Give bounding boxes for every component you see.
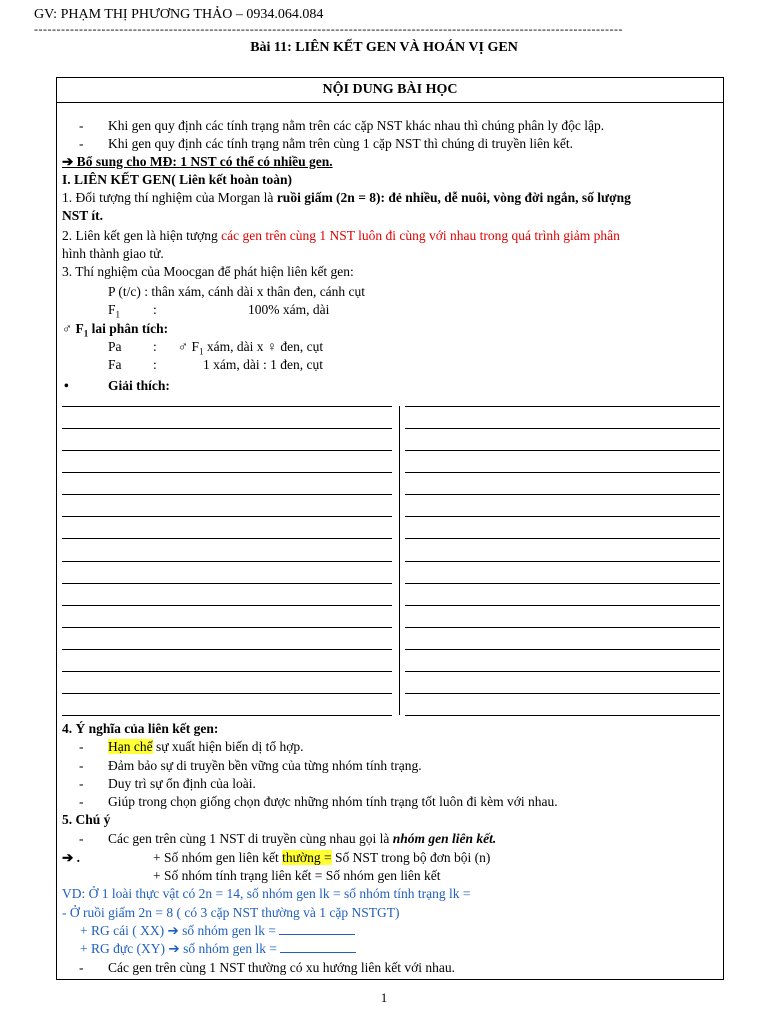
answer-line — [62, 671, 392, 672]
pa-sub: 1 — [199, 346, 204, 357]
answer-line — [62, 561, 392, 562]
fa-value: 1 xám, dài : 1 đen, cụt — [203, 357, 323, 372]
answer-line — [405, 561, 720, 562]
answer-line — [405, 715, 720, 716]
rule-1-highlight: thường = — [282, 850, 332, 865]
answer-line — [405, 538, 720, 539]
pa-label: Pa — [108, 339, 122, 354]
intro-item: Khi gen quy định các tính trạng nằm trên cùng 1 cặp NST thì chúng di truyền liên kết. — [108, 136, 574, 151]
page-number: 1 — [380, 990, 388, 1005]
rule-1-a: + Số nhóm gen liên kết — [153, 850, 283, 865]
answer-line — [405, 649, 720, 650]
arrow-marker: ➔ . — [62, 850, 81, 865]
answer-line — [405, 494, 720, 495]
dash-marker: - — [79, 960, 84, 975]
answer-line — [62, 406, 392, 407]
final-note: Các gen trên cùng 1 NST thường có xu hướng liên kết với nhau. — [108, 960, 455, 975]
male-fly-blank[interactable] — [280, 940, 356, 953]
answer-line — [62, 538, 392, 539]
pa-value-b: xám, dài x ♀ đen, cụt — [203, 339, 324, 354]
rule-1 — [153, 849, 490, 867]
answer-line — [62, 516, 392, 517]
dash-marker: - — [79, 136, 84, 151]
f1-sub: 1 — [115, 309, 121, 320]
header-divider: ----------------------------------------------------------------------------------------------------------------------------------- — [34, 25, 623, 33]
answer-line — [405, 406, 720, 407]
answer-line — [62, 649, 392, 650]
answer-line — [405, 693, 720, 694]
answer-line — [62, 583, 392, 584]
teacher-header: GV: PHẠM THỊ PHƯƠNG THẢO – 0934.064.084 — [34, 7, 324, 22]
bullet-icon: • — [64, 378, 69, 393]
female-fly-blank[interactable] — [279, 922, 355, 935]
answer-line — [405, 450, 720, 451]
supplement-note: ➔ Bổ sung cho MĐ: 1 NST có thể có nhiều gen. — [62, 154, 333, 169]
rule-2: + Số nhóm tính trạng liên kết = Số nhóm gen liên kết — [153, 868, 441, 883]
answer-line — [405, 516, 720, 517]
answer-line — [405, 583, 720, 584]
test-cross-b: lai phân tích: — [88, 321, 169, 336]
section5-heading: 5. Chú ý — [62, 812, 111, 827]
dash-marker: - — [79, 794, 84, 809]
linkage-group-note — [108, 830, 496, 848]
answer-line — [62, 627, 392, 628]
answer-line — [62, 693, 392, 694]
morgan-subject-bold: ruồi giấm (2n = 8): đẻ nhiều, dễ nuôi, vòng đời ngắn, số lượng — [276, 190, 631, 205]
answer-line — [405, 472, 720, 473]
pa-value-a: ♂ F — [178, 339, 200, 354]
answer-line — [62, 494, 392, 495]
significance-item: Duy trì sự ổn định của loài. — [108, 776, 256, 791]
explanation-writing-area[interactable] — [62, 406, 720, 715]
dash-marker: - — [79, 758, 84, 773]
grid-divider — [399, 406, 400, 715]
morgan-subject-cont: NST ít. — [62, 208, 104, 223]
answer-line — [405, 605, 720, 606]
answer-line — [405, 671, 720, 672]
significance-item: Đảm bảo sự di truyền bền vững của từng nhóm tính trạng. — [108, 758, 422, 773]
f1-label: F — [108, 302, 116, 317]
morgan-subject — [62, 189, 722, 207]
test-cross-a: ♂ F — [62, 321, 84, 336]
pa-colon: : — [153, 339, 157, 354]
fa-label: Fa — [108, 357, 122, 372]
explanation-label: Giải thích: — [108, 378, 170, 393]
linkage-group-term: nhóm gen liên kết. — [392, 831, 497, 846]
example-line: VD: Ở 1 loài thực vật có 2n = 14, số nhóm gen lk = số nhóm tính trạng lk = — [62, 886, 471, 901]
fruit-fly-line: - Ở ruồi giấm 2n = 8 ( có 3 cặp NST thường và 1 cặp NSTGT) — [62, 905, 400, 920]
answer-line — [405, 627, 720, 628]
rule-1-b: Số NST trong bộ đơn bội (n) — [331, 850, 491, 865]
female-fly-line — [80, 922, 355, 940]
answer-line — [62, 715, 392, 716]
significance-item: Giúp trong chọn giống chọn được những nhóm tính trạng tốt luôn đi kèm với nhau. — [108, 794, 558, 809]
linkage-definition-text: 2. Liên kết gen là hiện tượng — [62, 228, 222, 243]
dash-marker: - — [79, 776, 84, 791]
answer-line — [62, 450, 392, 451]
significance-text: sự xuất hiện biến dị tổ hợp. — [152, 739, 304, 754]
morgan-subject-text: 1. Đối tượng thí nghiệm của Morgan là — [62, 190, 277, 205]
answer-line — [62, 428, 392, 429]
male-fly-text: + RG đực (XY) ➔ số nhóm gen lk = — [80, 941, 281, 956]
p-cross-line: P (t/c) : thân xám, cánh dài x thân đen, cánh cụt — [108, 284, 366, 299]
highlight-text: Hạn chế — [108, 739, 153, 754]
experiment-heading: 3. Thí nghiệm của Moocgan để phát hiện liên kết gen: — [62, 264, 354, 279]
section4-heading: 4. Ý nghĩa của liên kết gen: — [62, 721, 219, 736]
dash-marker: - — [79, 118, 84, 133]
test-cross-sub: 1 — [83, 328, 89, 339]
f1-colon: : — [153, 302, 157, 317]
linkage-definition-cont: hình thành giao tử. — [62, 246, 164, 261]
intro-item: Khi gen quy định các tính trạng nằm trên các cặp NST khác nhau thì chúng phân ly độc lập. — [108, 118, 605, 133]
male-fly-line — [80, 940, 356, 958]
answer-line — [62, 472, 392, 473]
answer-line — [62, 605, 392, 606]
linkage-group-text: Các gen trên cùng 1 NST di truyền cùng nhau gọi là — [108, 831, 393, 846]
fa-colon: : — [153, 357, 157, 372]
answer-line — [405, 428, 720, 429]
f1-value: 100% xám, dài — [248, 302, 330, 317]
significance-item — [108, 738, 304, 756]
dash-marker: - — [79, 831, 84, 846]
dash-marker: - — [79, 739, 84, 754]
section1-heading: I. LIÊN KẾT GEN( Liên kết hoàn toàn) — [62, 172, 293, 187]
female-fly-text: + RG cái ( XX) ➔ số nhóm gen lk = — [80, 923, 280, 938]
linkage-definition-red: các gen trên cùng 1 NST luôn đi cùng với nhau trong quá trình giảm phân — [221, 228, 620, 243]
linkage-definition — [62, 227, 620, 245]
lesson-title: Bài 11: LIÊN KẾT GEN VÀ HOÁN VỊ GEN — [250, 40, 518, 55]
box-heading: NỘI DUNG BÀI HỌC — [57, 78, 723, 103]
